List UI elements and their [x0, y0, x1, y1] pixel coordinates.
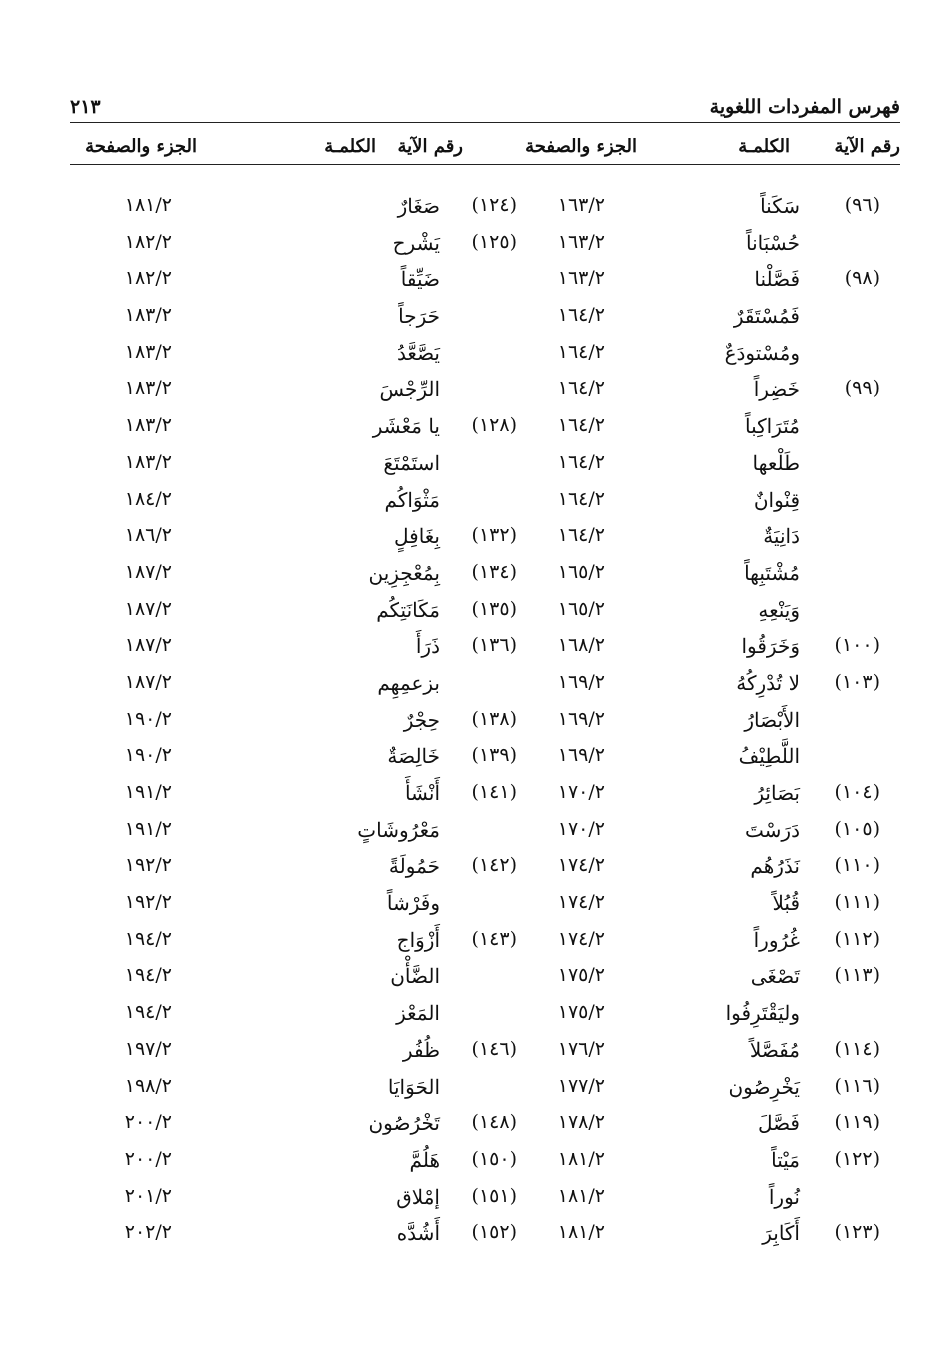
word-right: حُسْبَاناً: [746, 230, 800, 255]
table-row: [70, 1034, 900, 1071]
volume-page-right: ١٦٣/٢: [557, 267, 605, 290]
verse-number-right: (١٢٣): [834, 1221, 880, 1244]
word-right: مُتَرَاكِباً: [745, 414, 800, 439]
word-left: وفَرْشاً: [386, 891, 440, 916]
word-right: فَصَّلَ: [757, 1111, 800, 1136]
volume-page-left: ٢٠٠/٢: [124, 1111, 172, 1134]
volume-page-right: ١٧٤/٢: [557, 854, 605, 877]
word-right: سَكَناً: [760, 194, 800, 218]
volume-page-right: ١٦٣/٢: [557, 194, 605, 216]
volume-page-right: ١٧٠/٢: [557, 781, 605, 803]
table-row: [70, 704, 900, 741]
table-row: [70, 337, 900, 374]
header-word-right: الكلمـة: [738, 136, 790, 157]
volume-page-right: ١٧٦/٢: [557, 1037, 605, 1060]
volume-page-left: ١٩٢/٢: [124, 854, 172, 877]
volume-page-right: ١٦٤/٢: [557, 450, 605, 473]
word-left: ذَرَأَ: [415, 634, 440, 659]
volume-page-right: ١٦٤/٢: [557, 304, 605, 327]
word-left: بِغَافِلٍ: [393, 524, 440, 549]
volume-page-left: ١٨٣/٢: [124, 450, 172, 473]
word-right: يَخْرِصُون: [728, 1074, 800, 1099]
volume-page-right: ١٨١/٢: [557, 1221, 605, 1244]
table-row: [70, 484, 900, 521]
word-right: وَيَنْعِهِ: [758, 597, 800, 622]
verse-number-left: (١٣٢): [471, 524, 517, 547]
volume-page-left: ١٩٤/٢: [124, 1001, 172, 1024]
verse-number-right: (١١٠): [834, 854, 880, 877]
verse-number-left: (١٤٦): [471, 1037, 517, 1060]
table-row: [70, 263, 900, 300]
word-right: تَصْغَى: [750, 964, 800, 989]
table-row: [70, 1144, 900, 1181]
table-row: [70, 227, 900, 264]
volume-page-right: ١٧٥/٢: [557, 964, 605, 987]
table-row: [70, 190, 900, 227]
volume-page-right: ١٦٤/٢: [557, 487, 605, 510]
index-table: [70, 190, 900, 1254]
volume-page-right: ١٦٤/٢: [557, 377, 605, 400]
word-left: مَكَانَتِكُم: [376, 597, 440, 622]
volume-page-left: ١٨٣/٢: [124, 340, 172, 363]
volume-page-right: ١٧٧/٢: [557, 1074, 605, 1097]
word-left: يا مَعْشَر: [372, 414, 440, 439]
word-right: فَمُسْتَقَرٌ: [733, 304, 800, 329]
word-right: مُفَصَّلاً: [749, 1037, 800, 1062]
volume-page-right: ١٦٩/٢: [557, 670, 605, 693]
table-row: [70, 630, 900, 667]
table-row: [70, 373, 900, 410]
verse-number-right: (١١٦): [834, 1074, 880, 1097]
verse-number-right: (١٠٥): [834, 817, 880, 840]
verse-number-left: (١٢٤): [471, 194, 517, 216]
header-word-left: الكلمـة: [324, 136, 376, 157]
word-left: أَزْوَاج: [396, 927, 440, 952]
volume-page-left: ١٩٠/٢: [124, 707, 172, 730]
volume-page-left: ١٨٦/٢: [124, 524, 172, 547]
verse-number-left: (١٣٩): [471, 744, 517, 767]
table-row: [70, 1107, 900, 1144]
table-row: [70, 1217, 900, 1254]
verse-number-right: (١١٩): [834, 1111, 880, 1134]
page-header: [70, 92, 900, 123]
table-row: [70, 850, 900, 887]
word-left: بِمُعْجِزِين: [368, 560, 440, 585]
word-left: حِجْرٌ: [403, 707, 440, 732]
word-right: لا تُدْرِكُهُ: [736, 670, 800, 695]
volume-page-left: ١٨٢/٢: [124, 230, 172, 253]
verse-number-left: (١٤٢): [471, 854, 517, 877]
verse-number-left: (١٣٥): [471, 597, 517, 620]
word-right: ومُسْتودَعٌ: [724, 340, 800, 365]
verse-number-left: (١٥٢): [471, 1221, 517, 1244]
verse-number-right: (٩٩): [844, 377, 880, 400]
verse-number-right: (١١١): [834, 891, 880, 914]
verse-number-left: (١٥٠): [471, 1147, 517, 1170]
volume-page-left: ١٩٨/٢: [124, 1074, 172, 1097]
word-left: حَرَجاً: [398, 304, 440, 329]
table-row: [70, 594, 900, 631]
word-right: اللَّطِيْفُ: [738, 744, 800, 769]
word-left: الرِّجْسَ: [379, 377, 440, 402]
verse-number-left: (١٥١): [471, 1184, 517, 1207]
verse-number-right: (١٠٣): [834, 670, 880, 693]
verse-number-right: (١١٤): [834, 1037, 880, 1060]
word-right: قِنْوانٌ: [753, 487, 800, 512]
word-right: فَصَّلْنا: [754, 267, 800, 292]
word-left: يَشْرح: [392, 230, 440, 255]
word-right: نَذَرُهُم: [750, 854, 800, 879]
word-left: بزعمِهِم: [377, 670, 440, 695]
table-row: [70, 447, 900, 484]
word-left: ضَيِّقاً: [400, 267, 440, 292]
verse-number-left: (١٣٦): [471, 634, 517, 657]
verse-number-right: (١١٣): [834, 964, 880, 987]
verse-number-right: (٩٨): [844, 267, 880, 290]
word-right: مُشْتَبِهاً: [744, 560, 800, 585]
word-left: تَخْرُصُون: [368, 1111, 440, 1136]
volume-page-right: ١٦٤/٢: [557, 414, 605, 437]
volume-page-right: ١٧٥/٢: [557, 1001, 605, 1024]
volume-page-left: ١٩٠/٢: [124, 744, 172, 767]
volume-page-right: ١٧٤/٢: [557, 891, 605, 914]
volume-page-right: ١٦٩/٢: [557, 744, 605, 767]
volume-page-right: ١٦٣/٢: [557, 230, 605, 253]
verse-number-left: (١٤١): [471, 781, 517, 803]
table-row: [70, 1071, 900, 1108]
volume-page-right: ١٧٤/٢: [557, 927, 605, 950]
volume-page-left: ١٨٣/٢: [124, 377, 172, 400]
table-row: [70, 520, 900, 557]
volume-page-right: ١٦٤/٢: [557, 524, 605, 547]
verse-number-left: (١٤٨): [471, 1111, 517, 1134]
verse-number-right: (١١٢): [834, 927, 880, 950]
word-left: أَنْشَأَ: [404, 781, 440, 805]
volume-page-left: ١٨٧/٢: [124, 560, 172, 583]
word-left: ظُفُر: [402, 1037, 440, 1062]
word-right: طَلْعها: [752, 450, 800, 475]
word-right: وَخَرَقُوا: [741, 634, 800, 659]
volume-page-left: ١٨١/٢: [124, 194, 172, 216]
volume-page-left: ١٨٢/٢: [124, 267, 172, 290]
word-right: خَضِراً: [753, 377, 800, 402]
word-right: الأَبْصَارُ: [744, 707, 800, 732]
word-right: نُوراً: [768, 1184, 800, 1209]
column-header: [70, 128, 900, 165]
volume-page-right: ١٦٨/٢: [557, 634, 605, 657]
word-left: الضَّأْن: [390, 964, 440, 989]
header-volume-page-right: الجزء والصفحة: [525, 136, 637, 157]
header-verse-number-right: رقم الآية: [834, 136, 900, 157]
volume-page-left: ١٩١/٢: [124, 817, 172, 840]
table-row: [70, 960, 900, 997]
word-right: دَرَسْتَ: [745, 817, 800, 842]
verse-number-right: (١٢٢): [834, 1147, 880, 1170]
word-left: مَعْرُوشَاتٍ: [357, 817, 440, 842]
volume-page-right: ١٦٥/٢: [557, 597, 605, 620]
running-title: فهرس المفردات اللغوية: [709, 96, 900, 118]
word-left: هَلُمَّ: [409, 1147, 440, 1172]
volume-page-right: ١٨١/٢: [557, 1147, 605, 1170]
table-row: [70, 557, 900, 594]
word-left: أَشُدَّه: [396, 1221, 440, 1246]
volume-page-left: ٢٠٢/٢: [124, 1221, 172, 1244]
volume-page-left: ١٩٤/٢: [124, 964, 172, 987]
word-right: بَصَائِرُ: [754, 781, 800, 805]
verse-number-left: (١٢٨): [471, 414, 517, 437]
word-left: خَالِصَةٌ: [387, 744, 440, 769]
volume-page-right: ١٦٥/٢: [557, 560, 605, 583]
table-row: [70, 777, 900, 814]
table-row: [70, 887, 900, 924]
page-number: ٢١٣: [70, 96, 101, 118]
volume-page-left: ١٨٧/٢: [124, 670, 172, 693]
word-left: استَمْتَعَ: [383, 450, 440, 475]
volume-page-right: ١٧٠/٢: [557, 817, 605, 840]
volume-page-left: ١٩٤/٢: [124, 927, 172, 950]
verse-number-left: (١٤٣): [471, 927, 517, 950]
verse-number-left: (١٢٥): [471, 230, 517, 253]
volume-page-left: ١٨٣/٢: [124, 304, 172, 327]
verse-number-right: (١٠٠): [834, 634, 880, 657]
volume-page-left: ١٨٤/٢: [124, 487, 172, 510]
table-row: [70, 410, 900, 447]
word-right: أَكَابِرَ: [762, 1221, 800, 1246]
word-left: حَمُولَةً: [388, 854, 440, 879]
word-left: إمْلاق: [396, 1184, 440, 1209]
table-row: [70, 1181, 900, 1218]
word-right: غُرُوراً: [753, 927, 800, 952]
word-left: يَصَّعَّدُ: [396, 340, 440, 365]
volume-page-right: ١٧٨/٢: [557, 1111, 605, 1134]
volume-page-left: ١٩٧/٢: [124, 1037, 172, 1060]
verse-number-left: (١٣٨): [471, 707, 517, 730]
volume-page-left: ١٨٧/٢: [124, 597, 172, 620]
volume-page-left: ٢٠١/٢: [124, 1184, 172, 1207]
volume-page-left: ١٩١/٢: [124, 781, 172, 803]
table-row: [70, 740, 900, 777]
verse-number-left: (١٣٤): [471, 560, 517, 583]
volume-page-left: ١٨٧/٢: [124, 634, 172, 657]
table-row: [70, 814, 900, 851]
verse-number-right: (٩٦): [844, 194, 880, 216]
word-left: مَثْوَاكُم: [384, 487, 440, 512]
word-right: وليَقْتَرِفُوا: [725, 1001, 800, 1026]
volume-page-right: ١٨١/٢: [557, 1184, 605, 1207]
word-left: المَعْز: [396, 1001, 440, 1026]
word-left: الحَوَايَا: [387, 1074, 440, 1099]
volume-page-right: ١٦٤/٢: [557, 340, 605, 363]
header-volume-page-left: الجزء والصفحة: [85, 136, 197, 157]
word-right: مَيْتاً: [771, 1147, 800, 1172]
volume-page-right: ١٦٩/٢: [557, 707, 605, 730]
word-right: قُبُلاً: [772, 891, 800, 916]
verse-number-right: (١٠٤): [834, 781, 880, 803]
volume-page-left: ١٩٢/٢: [124, 891, 172, 914]
header-verse-number-left: رقم الآية: [397, 136, 463, 157]
table-row: [70, 924, 900, 961]
volume-page-left: ١٨٣/٢: [124, 414, 172, 437]
table-row: [70, 667, 900, 704]
word-left: صَغَارٌ: [397, 194, 440, 218]
volume-page-left: ٢٠٠/٢: [124, 1147, 172, 1170]
table-row: [70, 300, 900, 337]
table-row: [70, 997, 900, 1034]
word-right: دَانِيَةٌ: [763, 524, 800, 549]
